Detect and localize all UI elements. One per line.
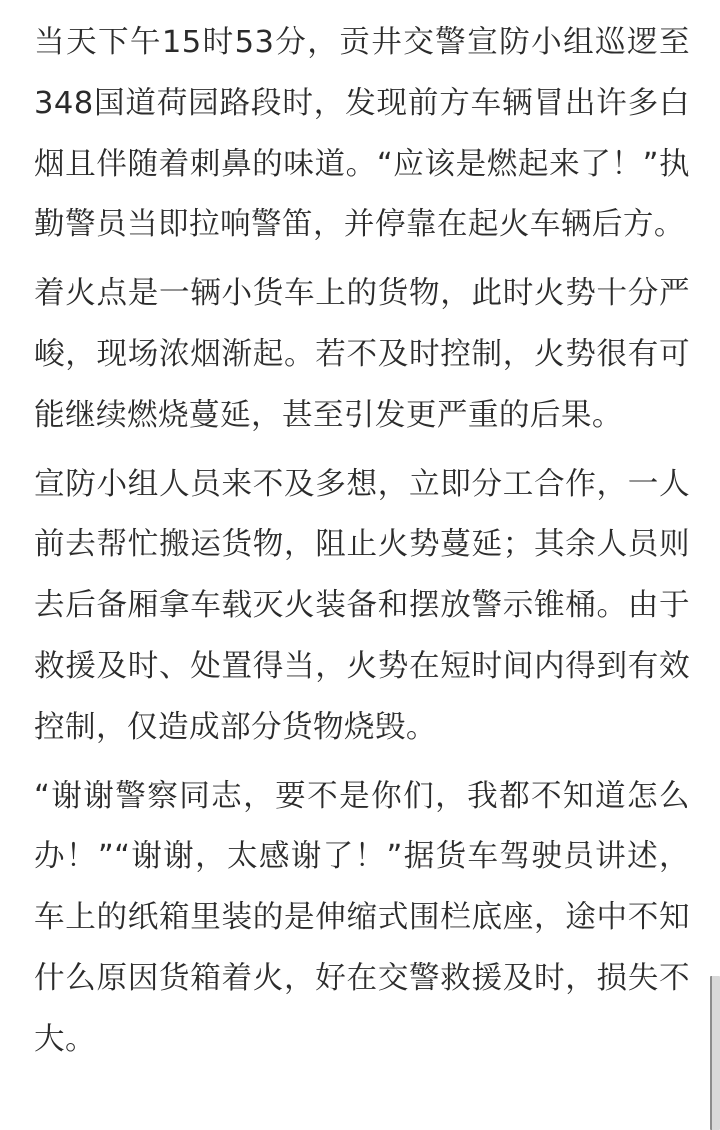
article-paragraph: “谢谢警察同志，要不是你们，我都不知道怎么办！”“谢谢，太感谢了！”据货车驾驶员讲述，车上的纸箱里装的是伸缩式围栏底座，途中不知什么原因货箱着火，好在交警救援及时，损失不大。 xyxy=(34,778,690,1057)
article-paragraph: 宣防小组人员来不及多想，立即分工合作，一人前去帮忙搬运货物，阻止火势蔓延；其余人员则去后备厢拿车载灭火装备和摆放警示锥桶。由于救援及时、处置得当，火势在短时间内得到有效控制，仅造成部分货物烧毁。 xyxy=(34,466,690,745)
article-paragraph: 当天下午15时53分，贡井交警宣防小组巡逻至348国道荷园路段时，发现前方车辆冒出许多白烟且伴随着刺鼻的味道。“应该是燃起来了！”执勤警员当即拉响警笛，并停靠在起火车辆后方。 xyxy=(34,25,690,243)
scrollbar-thumb[interactable] xyxy=(710,976,720,1130)
article-body xyxy=(34,13,690,1079)
article-paragraph: 着火点是一辆小货车上的货物，此时火势十分严峻，现场浓烟渐起。若不及时控制，火势很有可能继续燃烧蔓延，甚至引发更严重的后果。 xyxy=(34,276,690,433)
